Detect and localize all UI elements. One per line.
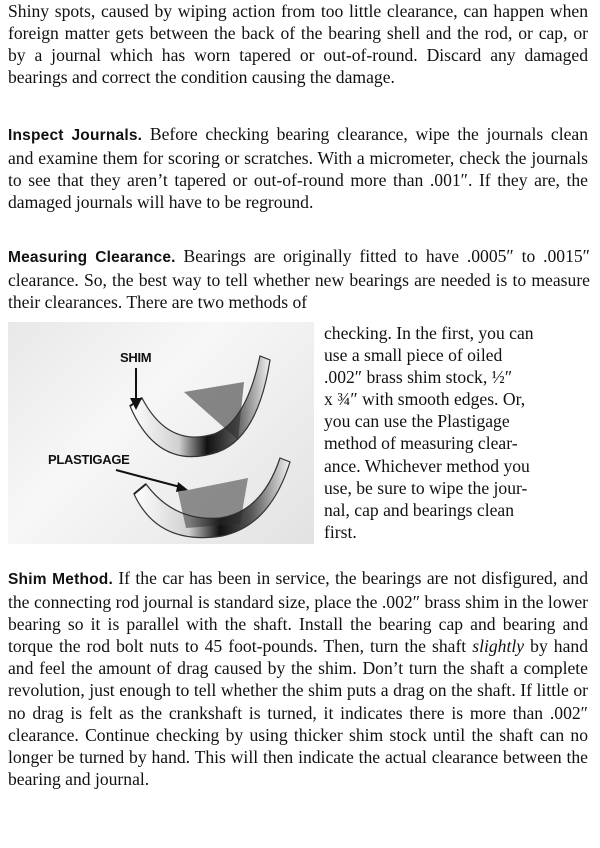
bearing-shells-illustration: [8, 322, 314, 544]
inspect-journals-paragraph: [8, 123, 588, 213]
side-line: checking. In the first, you can: [324, 323, 534, 343]
side-line: .002″ brass shim stock, ½″: [324, 367, 513, 388]
shim-method-text-a: If the car has been in service, the bearings are not disfigured, and the connecting rod journal is standard size, place the .002″ brass shim in the lower bearing so it is parallel with the shaft. Install the bearing cap and bearing and torque the rod bolt nuts to 45 foot-pounds. Then, turn the shaft: [8, 568, 588, 657]
measuring-clearance-paragraph: [8, 245, 590, 313]
shim-method-text-b: by hand and feel the amount of drag caused by the shim. Don’t turn the shaft a complete revolution, just enough to tell whether the shim puts a drag on the shaft. If little or no drag is felt as the crankshaft is turned, it indicates there is more than .002″ clearance. Continue checking by using thicker shim stock until the shaft can no longer be turned by hand. This will then indicate the actual clearance between the bearing and journal.: [8, 636, 588, 789]
side-line: use a small piece of oiled: [324, 345, 503, 366]
measuring-clearance-text: Bearings are originally fitted to have .0005″ to .0015″ clearance. So, the best way to tell whether new bearings are needed is to measure their clearances. There are two methods of: [8, 246, 590, 313]
plastigage-label: PLASTIGAGE: [48, 452, 130, 467]
side-line: you can use the Plastigage: [324, 411, 510, 432]
shim-method-emphasis: slightly: [472, 636, 525, 657]
bearing-shells-photo: [8, 322, 314, 544]
side-line: use, be sure to wipe the jour-: [324, 477, 528, 498]
inspect-journals-heading: Inspect Journals.: [8, 127, 143, 144]
shim-method-heading: Shim Method.: [8, 571, 113, 588]
intro-paragraph: Shiny spots, caused by wiping action from too little clearance, can happen when foreign matter gets between the back of the bearing shell and the rod, or cap, or by a journal which has worn tapered or out-of-round. Discard any damaged bearings and correct the condition causing the damage.: [8, 1, 588, 88]
shim-label: SHIM: [120, 350, 152, 365]
side-line: first.: [324, 521, 357, 542]
shim-method-paragraph: [8, 567, 588, 790]
measuring-clearance-heading: Measuring Clearance.: [8, 249, 176, 266]
side-line: method of measuring clear-: [324, 433, 518, 454]
side-line: ance. Whichever method you: [324, 455, 530, 476]
side-line: x ¾″ with smooth edges. Or,: [324, 389, 526, 410]
inspect-journals-text: Before checking bearing clearance, wipe the journals clean and examine them for scoring or scratches. With a micrometer, check the journals to see that they aren’t tapered or out-of-round more than .001″. If they are, the damaged journals will have to be reground.: [8, 124, 589, 213]
side-line: nal, cap and bearings clean: [324, 499, 515, 520]
measuring-clearance-side-text: [324, 322, 589, 543]
